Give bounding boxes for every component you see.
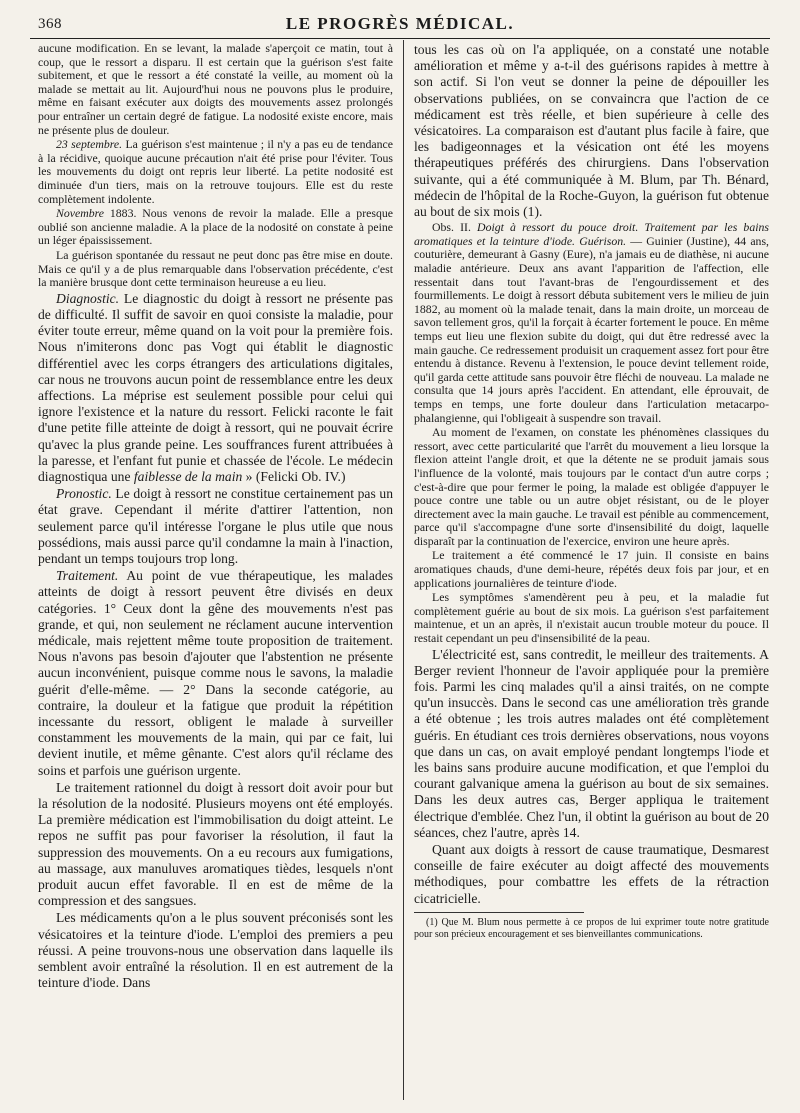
paragraph: Les médicaments qu'on a le plus souvent préconisés sont les vésicatoires et la teinture d'iode. L'emploi des premiers a peu réussi. A peine trouvons-nous une observation dans laquelle ils semblent avoir entraîné la résolution. Il en est autrement de la teinture d'iode. Dans xyxy=(38,910,393,991)
right-column xyxy=(414,42,769,941)
header-rule xyxy=(30,38,770,39)
date-label: 23 septembre. xyxy=(56,137,123,152)
paragraph: L'électricité est, sans contredit, le meilleur des traitements. A Berger revient l'honneur de l'avoir appliquée pour la première fois. Parmi les cinq malades qu'il a ainsi traités, on ne compte qu'un insuccès. Dans le second cas une amélioration très grande a été obtenue ; les trois autres malades ont été complètement guéris. En étudiant ces trois dernières observations, nous voyons que dans un cas, on avait employé pendant longtemps l'iode et les bains sans produire aucune modification, et que l'emploi du courant galvanique amena la guérison au bout de six semaines. Dans les deux autres cas, Berger appliqua le traitement électrique d'emblée. Chez l'un, il obtint la guérison au bout de 20 séances, chez l'autre, après 14. xyxy=(414,646,769,840)
left-column xyxy=(38,42,393,992)
footnote-rule xyxy=(414,912,584,913)
page-number: 368 xyxy=(38,16,62,32)
section-heading: Traitement. xyxy=(56,568,119,584)
paragraph: aucune modification. En se levant, la malade s'aperçoit ce matin, tout à coup, que le ressort a disparu. Il est certain que la guérison s'est faite subitement, et que le ressort a été constaté la veille, au moment où la malade se mettait au lit. Aujourd'hui nous ne pouvons plus le produire, même en faisant exécuter aux doigts des mouvements assez prolongés pour entraîner un certain degré de fatigue. La nodosité existe encore, mais ne présente plus de douleur. xyxy=(38,41,393,137)
section-diagnostic: Diagnostic. Le diagnostic du doigt à ressort ne présente pas de difficulté. Il suffit de savoir en quoi consiste la maladie, pour éviter toute erreur, même quand on la voit pour la première fois. Nous n'imiterons donc pas Vogt qui établit le diagnostic différentiel avec les corps étrangers des articulations digitales, car nous ne trouvons aucun point de ressemblance entre les deux affections. La méprise est seulement possible pour celui qui ignore l'existence et la nature du ressort. Felicki raconte le fait d'une petite fille atteinte de doigt à ressort, qui ne pouvait écrire qu'avec la plus grande peine. Les souffrances furent attribuées à la paresse, et l'enfant fut punie et chassée de l'école. Le médecin diagnostiqua une faiblesse de la main » (Felicki Ob. IV.) xyxy=(38,290,393,484)
paragraph: Quant aux doigts à ressort de cause traumatique, Desmarest conseille de faire exécuter au doigt affecté des mouvements méthodiques, pour combattre les effets de la rétraction cicatricielle. xyxy=(414,842,769,906)
observation-title: Doigt à ressort du pouce droit. Traitement par les bains aromatiques et la teinture d'iode. Guérison. xyxy=(414,220,769,248)
footnote: (1) Que M. Blum nous permette à ce propos de lui exprimer toute notre gratitude pour son précieux encouragement et ses bienveillantes communications. xyxy=(414,916,769,940)
page-header xyxy=(30,10,770,36)
section-heading: Diagnostic. xyxy=(56,290,120,306)
date-label: Novembre xyxy=(56,206,105,221)
section-pronostic: Pronostic. Le doigt à ressort ne constitue certainement pas un état grave. Cependant il mérite d'attirer l'attention, non seulement parce qu'il intéresse l'organe le plus utile que nous possédions, mais aussi parce qu'il condamne la main à l'inaction, pendant un temps toujours trop long. xyxy=(38,486,393,566)
section-traitement: Traitement. Au point de vue thérapeutique, les malades atteints de doigt à ressort peuvent être divisés en deux catégories. 1° Ceux dont la gêne des mouvements n'est pas grande, et qui, non seulement ne réclament aucune intervention médicale, mais rejettent même toute proposition de traitement. Nous n'avons pas besoin d'ajouter que l'abstention ne présente aucun inconvénient, puisque comme nous le savons, la maladie guérit d'elle-même. — 2° Dans la seconde catégorie, au contraire, la douleur et la fatigue que produit la répétition incessante du ressort, obligent le malade à surveiller constamment les mouvements de la main, qui par ce fait, lui devient inutile, et même gênante. C'est alors qu'il réclame des soins et parfois une guérison urgente. xyxy=(38,568,393,778)
paragraph: Le traitement rationnel du doigt à ressort doit avoir pour but la résolution de la nodosité. Plusieurs moyens ont été employés. La première médication est l'immobilisation du doigt atteint. Le repos ne suffit pas pour favoriser la résolution, il faut la suppression des mouvements. On a eu recours aux fumigations, au massage, aux manuluves aromatiques tièdes, lesquels n'ont produit aucun effet favorable. Il en est de même de la compression et des sangsues. xyxy=(38,779,393,909)
paragraph: tous les cas où on l'a appliquée, on a constaté une notable amélioration et même y a-t-il des guérisons rapides à mettre à son actif. Si l'on veut se donner la peine de dépouiller les observations publiées, on se convaincra que l'action de ce médicament est très réelle, et bien supérieure à celle des vésicatoires. La comparaison est d'autant plus facile à faire, que les badigeonnages et la vésication ont été les moyens thérapeutiques préférés des chirurgiens. Dans l'observation suivante, qui a été communiquée à M. Blum, par Th. Bénard, médecin de l'hôpital de la Roche-Guyon, la guérison fut obtenue au bout de six mois (1). xyxy=(414,42,769,220)
column-divider xyxy=(403,40,404,1100)
paragraph: Le traitement a été commencé le 17 juin. Il consiste en bains aromatiques chauds, d'une demi-heure, répétés deux fois par jour, et en applications journalières de teinture d'iode. xyxy=(414,548,769,590)
observation: Obs. II. Doigt à ressort du pouce droit. Traitement par les bains aromatiques et la teinture d'iode. Guérison. — Guinier (Justine), 44 ans, couturière, demeurant à Gasny (Eure), n'a jamais eu de diathèse, ni aucune maladie antérieure. Deux ans avant l'apparition de l'affection, elle ressentait dans tout l'avant-bras de l'engourdissement et des fourmillements. Le doigt à ressort débuta subitement vers le milieu de juin 1882, au moment où la malade tenait, dans la main droite, un morceau de savon tellement gros, qu'il la forçait à écarter fortement le pouce. En même temps eut lieu une flexion subite du doigt, qui dut être redressé avec la main gauche. Ce redressement produisit un craquement assez fort pour être entendu à distance. Revenu à l'extension, le pouce devint tellement roide, qu'il garda cette attitude sans pouvoir être fléchi de nouveau. La malade ne consulta que 14 jours après l'accident. En attendant, elle éprouvait, de temps en temps, une forte douleur dans l'articulation metacarpo-phalangienne, qui l'obligeait à suspendre son travail. xyxy=(414,220,769,425)
paragraph: La guérison spontanée du ressaut ne peut donc pas être mise en doute. Mais ce qu'il y a de plus remarquable dans l'observation précédente, c'est la manière brusque dont cette terminaison heureuse a eu lieu. xyxy=(38,247,393,290)
paragraph: Au moment de l'examen, on constate les phénomènes classiques du ressort, avec cette particularité que l'arrêt du mouvement a lieu lorsque la flexion atteint l'angle droit, et que la détente ne se produit jamais sous l'influence de la volonté, mais toujours par le contact d'un autre corps ; c'est-à-dire que pour fermer le poing, la malade est obligée d'appuyer le pouce contre une table ou un autre objet résistant, ou de le ployer directement avec la main gauche. Le travail est pénible au commencement, parce qu'il s'accompagne d'une sorte d'insensibilité du doigt, laquelle disparaît par la continuation de l'exercice, environ une heure après. xyxy=(414,425,769,548)
section-heading: Pronostic. xyxy=(56,486,112,502)
paragraph: Novembre 1883. Nous venons de revoir la malade. Elle a presque oublié son ancienne maladie. A la place de la nodosité on constate à peine un léger épaississement. xyxy=(38,206,393,248)
paragraph: Les symptômes s'amendèrent peu à peu, et la maladie fut complètement guérie au bout de six mois. La guérison s'est parfaitement maintenue, et un an après, il n'existait aucun trouble moteur du pouce. Il restait cependant un peu d'insensibilité de la peau. xyxy=(414,590,769,646)
paragraph: 23 septembre. La guérison s'est maintenue ; il n'y a pas eu de tendance à la récidive, quoique aucune précaution n'ait été prise pour l'éviter. Tous les mouvements du doigt ont repris leur liberté. La petite nodosité est diminuée d'un tiers, mais on la retrouve toujours. Elle est du reste complètement indolente. xyxy=(38,137,393,206)
journal-title: LE PROGRÈS MÉDICAL. xyxy=(285,14,515,33)
observation-label: Obs. II. xyxy=(432,220,471,235)
